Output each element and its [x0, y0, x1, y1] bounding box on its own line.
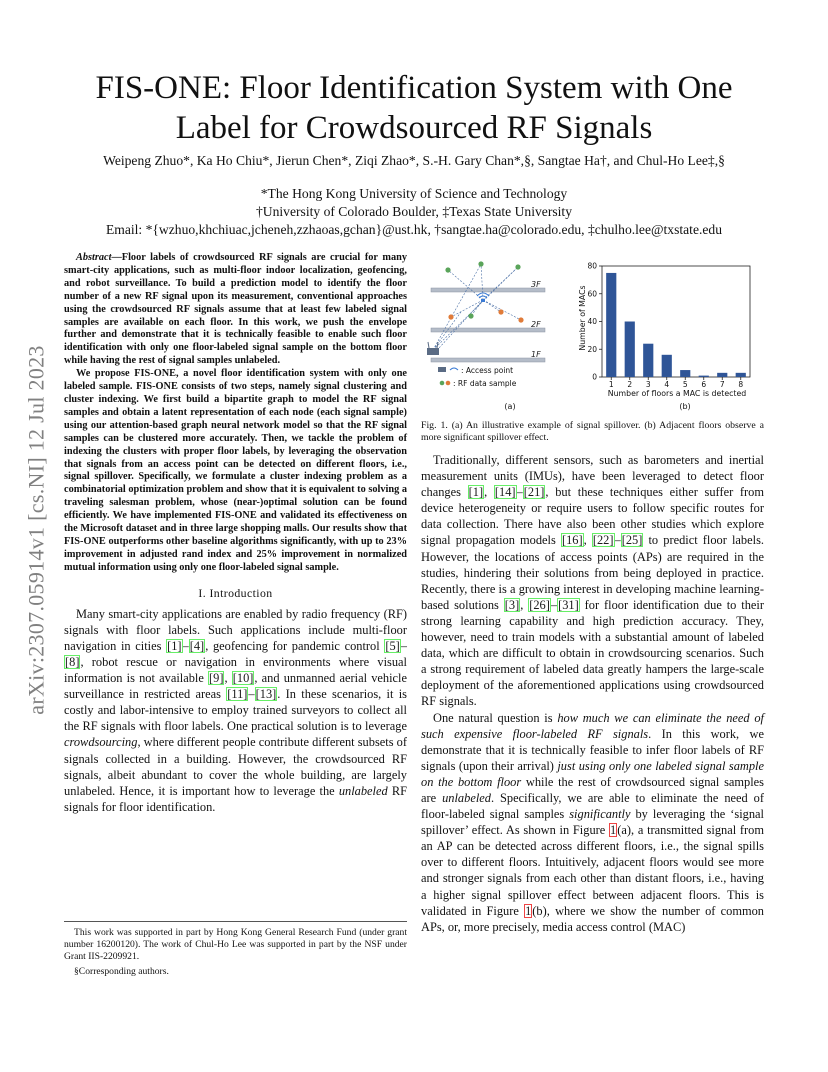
figure-link[interactable]: 1 — [525, 903, 532, 918]
rf-sample-dot — [468, 313, 473, 318]
text-span: while the rest of crowdsourced signal samples are — [421, 774, 765, 805]
citation-link[interactable]: [13] — [255, 687, 277, 702]
emphasis: unlabeled — [442, 790, 491, 805]
bar-floors-3 — [643, 344, 653, 377]
text-span: – — [182, 638, 189, 653]
y-tick-label: 0 — [592, 372, 597, 382]
router-icon — [427, 342, 439, 355]
abstract — [64, 252, 407, 575]
rf-sample-dot — [448, 314, 453, 319]
emphasis: how much we can eliminate the need of such expensive floor-labeled RF signals — [421, 710, 765, 741]
author-list: Weipeng Zhuo*, Ka Ho Chiu*, Jierun Chen*, Ziqi Zhao*, S.-H. Gary Chan*,§, Sangtae Ha†, and Chul-Ho Lee‡,§ — [103, 153, 725, 168]
bar-floors-5 — [680, 370, 690, 377]
affiliation-1: *The Hong Kong University of Science and Technology — [260, 186, 568, 201]
floor-label-1f: 1F — [531, 350, 541, 359]
chart-y-axis-label: Number of MACs — [578, 285, 587, 351]
text-span: (b), where we show the number of common APs, or, more precisely, media access control (MAC) — [421, 903, 764, 934]
right-paragraph-2 — [421, 710, 764, 935]
subfigure-label-b: (b) — [679, 402, 691, 411]
citation-link[interactable]: [10] — [232, 671, 254, 686]
figure-1 — [421, 252, 764, 414]
emphasis: significantly — [569, 807, 631, 822]
legend — [438, 366, 517, 388]
chart-x-axis-label: Number of floors a MAC is detected — [607, 389, 747, 398]
abstract-paragraph-1 — [64, 252, 407, 368]
floor-label-2f: 2F — [531, 320, 541, 329]
right-column — [421, 252, 764, 455]
paper-title — [60, 68, 768, 148]
title-line-1: FIS-ONE: Floor Identification System with One — [95, 70, 733, 106]
text-span: , — [520, 597, 529, 612]
abstract-paragraph-2: We propose FIS-ONE, a novel floor identification system with only one labeled sample. FIS-ONE consists of two steps, namely signal clustering and cluster indexing. We first build a bipartite graph to model the RF signal samples and obtain a latent representation of each node (each signal sample) using our attention-based graph neural network model so that the RF signal samples can be clustered more accurately. Then, we tackle the problem of indexing the clusters with proper floor labels, by leveraging the observation that signals from an access point can be detected on different floors, i.e., signal spillover. Specifically, we formulate a cluster indexing problem as a combinatorial optimization problem and show that it is equivalent to solving a traveling salesman problem, whose (near-)optimal solution can be found efficiently. We have implemented FIS-ONE and validated its effectiveness on the Microsoft dataset and in three large shopping malls. Our results show that FIS-ONE outperforms other baseline algorithms significantly, with up to 23% improvement in adjusted rand index and 25% improvement in normalized mutual information using only one floor-labeled signal sample. — [64, 368, 407, 573]
emphasis: crowdsourcing — [64, 735, 138, 750]
affiliations — [40, 185, 788, 239]
y-tick-label: 60 — [587, 289, 597, 299]
chart-x-ticks — [609, 377, 744, 389]
text-span: – — [400, 638, 407, 653]
green-dot-legend — [440, 381, 445, 386]
citation-link[interactable]: [14] — [494, 485, 516, 500]
citation-link[interactable]: [5] — [385, 638, 400, 653]
text-span: , geofencing for pandemic control — [205, 638, 385, 653]
text-span: , and unmanned aerial vehicle surveillance in restricted areas — [64, 671, 407, 702]
router-legend-icon — [438, 367, 446, 372]
citation-link[interactable]: [25] — [621, 533, 643, 548]
arxiv-stamp-text: arXiv:2307.05914v1 [cs.NI] 12 Jul 2023 — [24, 345, 50, 715]
rf-sample-dot — [515, 264, 520, 269]
text-span: , — [484, 485, 494, 500]
citation-link[interactable]: [4] — [189, 638, 205, 653]
x-tick-label: 6 — [701, 380, 707, 389]
text-span: Traditionally, different sensors, such as barometers and inertial measurement units (IMUs), have been leveraged to detect floor changes — [421, 453, 764, 500]
orange-dot-legend — [446, 381, 451, 386]
citation-link[interactable]: [26] — [529, 597, 550, 612]
y-tick-label: 80 — [587, 261, 597, 271]
text-span: . In this work, we demonstrate that it is technically feasible to infer floor labels of RF signals (upon their arrival) — [421, 726, 764, 773]
legend-rf-sample: : RF data sample — [453, 379, 517, 388]
floor-label-3f: 3F — [531, 280, 541, 289]
abstract-text-1: —Floor labels of crowdsourced RF signals are crucial for many smart-city applications, such as multi-floor indoor localization, geofencing, and robot surveillance. To build a prediction model to identify the floor number of a new RF signal upon its measurement, conventional approaches using the crowdsourced RF signals assume that at least few labeled signal samples are available on each floor. In this work, we push the envelope further and demonstrate that it is technically feasible to enable such floor identification with only one floor-labeled signal sample on the bottom floor while having the rest of signal samples unlabeled. — [64, 252, 407, 367]
affiliation-emails: Email: *{wzhuo,khchiuac,jcheneh,zzhaoas,gchan}@ust.hk, †sangtae.ha@colorado.edu, ‡chulho.lee@txstate.edu — [105, 222, 723, 237]
text-span: , where different people contribute different subsets of signals collected in a building. However, the crowdsourced RF signals, albeit abundant to cover the whole building, are largely unlabeled. Hence, it is important how to leverage the — [64, 735, 407, 798]
figure-1-caption: Fig. 1. (a) An illustrative example of signal spillover. (b) Adjacent floors observe a more significant spillover effect. — [421, 420, 764, 444]
bar-floors-2 — [625, 322, 635, 378]
y-tick-label: 20 — [587, 344, 597, 354]
text-span: RF signals for floor identification. — [64, 783, 407, 814]
text-span: – — [550, 597, 558, 612]
x-tick-label: 3 — [645, 380, 651, 389]
bar-chart — [578, 262, 750, 411]
text-span: , — [583, 533, 592, 548]
emphasis: unlabeled — [338, 783, 388, 798]
text-span: – — [614, 533, 621, 548]
legend-access-point: : Access point — [461, 366, 514, 375]
x-tick-label: 2 — [627, 380, 633, 389]
left-column — [64, 252, 407, 815]
chart-bars — [606, 273, 746, 377]
rf-sample-dot — [445, 267, 450, 272]
chart-frame — [602, 266, 750, 377]
emphasis: just using only one labeled signal sample on the bottom floor — [421, 758, 764, 789]
wifi-legend-icon — [450, 368, 458, 370]
citation-link[interactable]: [16] — [561, 533, 583, 548]
intro-paragraph-1 — [64, 606, 407, 815]
x-tick-label: 5 — [682, 380, 688, 389]
affiliation-2: †University of Colorado Boulder, ‡Texas State University — [255, 204, 572, 219]
citation-link[interactable]: [21] — [523, 485, 545, 500]
citation-link[interactable]: [9] — [209, 671, 224, 686]
text-span: – — [248, 687, 255, 702]
chart-y-ticks — [587, 262, 602, 382]
title-line-2: Label for Crowdsourced RF Signals — [175, 110, 653, 146]
rf-sample-dot — [498, 309, 503, 314]
funding-footnote: This work was supported in part by Hong Kong General Research Fund (under grant number 16200120). The work of Chul-Ho Lee was supported in part by the NSF under Grant IIS-2209921. — [64, 927, 407, 962]
text-span: . Specifically, we are able to eliminate the need of floor-labeled signal samples — [421, 790, 764, 822]
text-span: (a), a transmitted signal from an AP can be detected across different floors, i.e., the signal spills over to different floors. Intuitively, adjacent floors would see more and stronger signals from each other than distant floors, i.e., having a higher signal spillover effect between adjacent floors. This is validated in Figure — [421, 823, 764, 918]
subfigure-label-a: (a) — [504, 402, 516, 411]
text-span: , but these techniques either suffer from device heterogeneity or require users to follow specific routes for data collection. There have also been other studies which explore signal propagation models — [421, 485, 764, 548]
text-span: by leveraging the ‘signal spillover’ effect. As shown in Figure — [421, 807, 765, 838]
text-span: – — [516, 485, 523, 500]
x-tick-label: 1 — [608, 380, 614, 389]
x-tick-label: 7 — [719, 380, 725, 389]
text-span: , — [224, 671, 232, 686]
text-span: , robot rescue or navigation in environments where visual information is not available — [64, 654, 407, 686]
citation-link[interactable]: [31] — [558, 597, 579, 612]
text-span: for floor identification due to their strong learning capability and high prediction accuracy. They, however, need to train models with a substantial amount of labeled data, which are difficult to obtain in crowdsourcing scenarios. Such a strong requirement of labeled data greatly hampers the large-scale deployment of the aforementioned applications using crowdsourced RF signals. — [421, 597, 764, 709]
citation-link[interactable]: [1] — [468, 485, 484, 500]
introduction-body — [64, 606, 407, 815]
citation-link[interactable]: [8] — [65, 654, 80, 669]
bar-floors-1 — [606, 273, 616, 377]
x-tick-label: 8 — [738, 380, 744, 389]
x-tick-label: 4 — [664, 380, 670, 389]
text-span: Many smart-city applications are enabled by radio frequency (RF) signals with floor labels. Such applications include multi-floor navigation in cities — [64, 606, 407, 653]
bar-floors-8 — [736, 373, 746, 377]
text-span: One natural question is — [433, 710, 558, 725]
citation-link[interactable]: [22] — [592, 533, 614, 548]
arxiv-stamp — [22, 300, 52, 760]
figure-1-graphic — [421, 252, 764, 414]
text-span: . In these scenarios, it is costly and labor-intensive to employ trained surveyors to collect all the RF signals with floor labels. One practical solution is to leverage — [64, 687, 407, 734]
rf-sample-dot — [478, 261, 483, 266]
citation-link[interactable]: [11] — [227, 687, 248, 702]
floor-slab-1f — [431, 358, 545, 362]
spillover-illustration — [427, 261, 545, 411]
citation-link[interactable]: [3] — [504, 597, 520, 612]
signal-paths — [433, 264, 521, 350]
abstract-lead: Abstract — [76, 252, 112, 263]
floor-slab-3f — [431, 288, 545, 292]
rf-sample-dot — [518, 317, 523, 322]
citation-link[interactable]: [1] — [167, 638, 182, 653]
corresponding-footnote: §Corresponding authors. — [74, 966, 169, 977]
right-column-body — [421, 452, 764, 935]
y-tick-label: 40 — [587, 317, 597, 327]
right-paragraph-1 — [421, 452, 764, 710]
figure-link[interactable]: 1 — [610, 823, 617, 838]
bar-floors-7 — [717, 373, 727, 377]
bar-floors-6 — [699, 376, 709, 377]
access-point-icon — [477, 293, 489, 302]
bar-floors-4 — [662, 355, 672, 377]
text-span: to predict floor labels. However, the locations of access points (APs) are required in the studies, hindering their solutions from being deployed in practice. Recently, there is a growing interest in developing machine learning-based solutions — [421, 533, 764, 612]
chart-axes — [602, 266, 750, 377]
footnotes — [64, 921, 407, 981]
section-heading-introduction: I. Introduction — [198, 585, 273, 600]
